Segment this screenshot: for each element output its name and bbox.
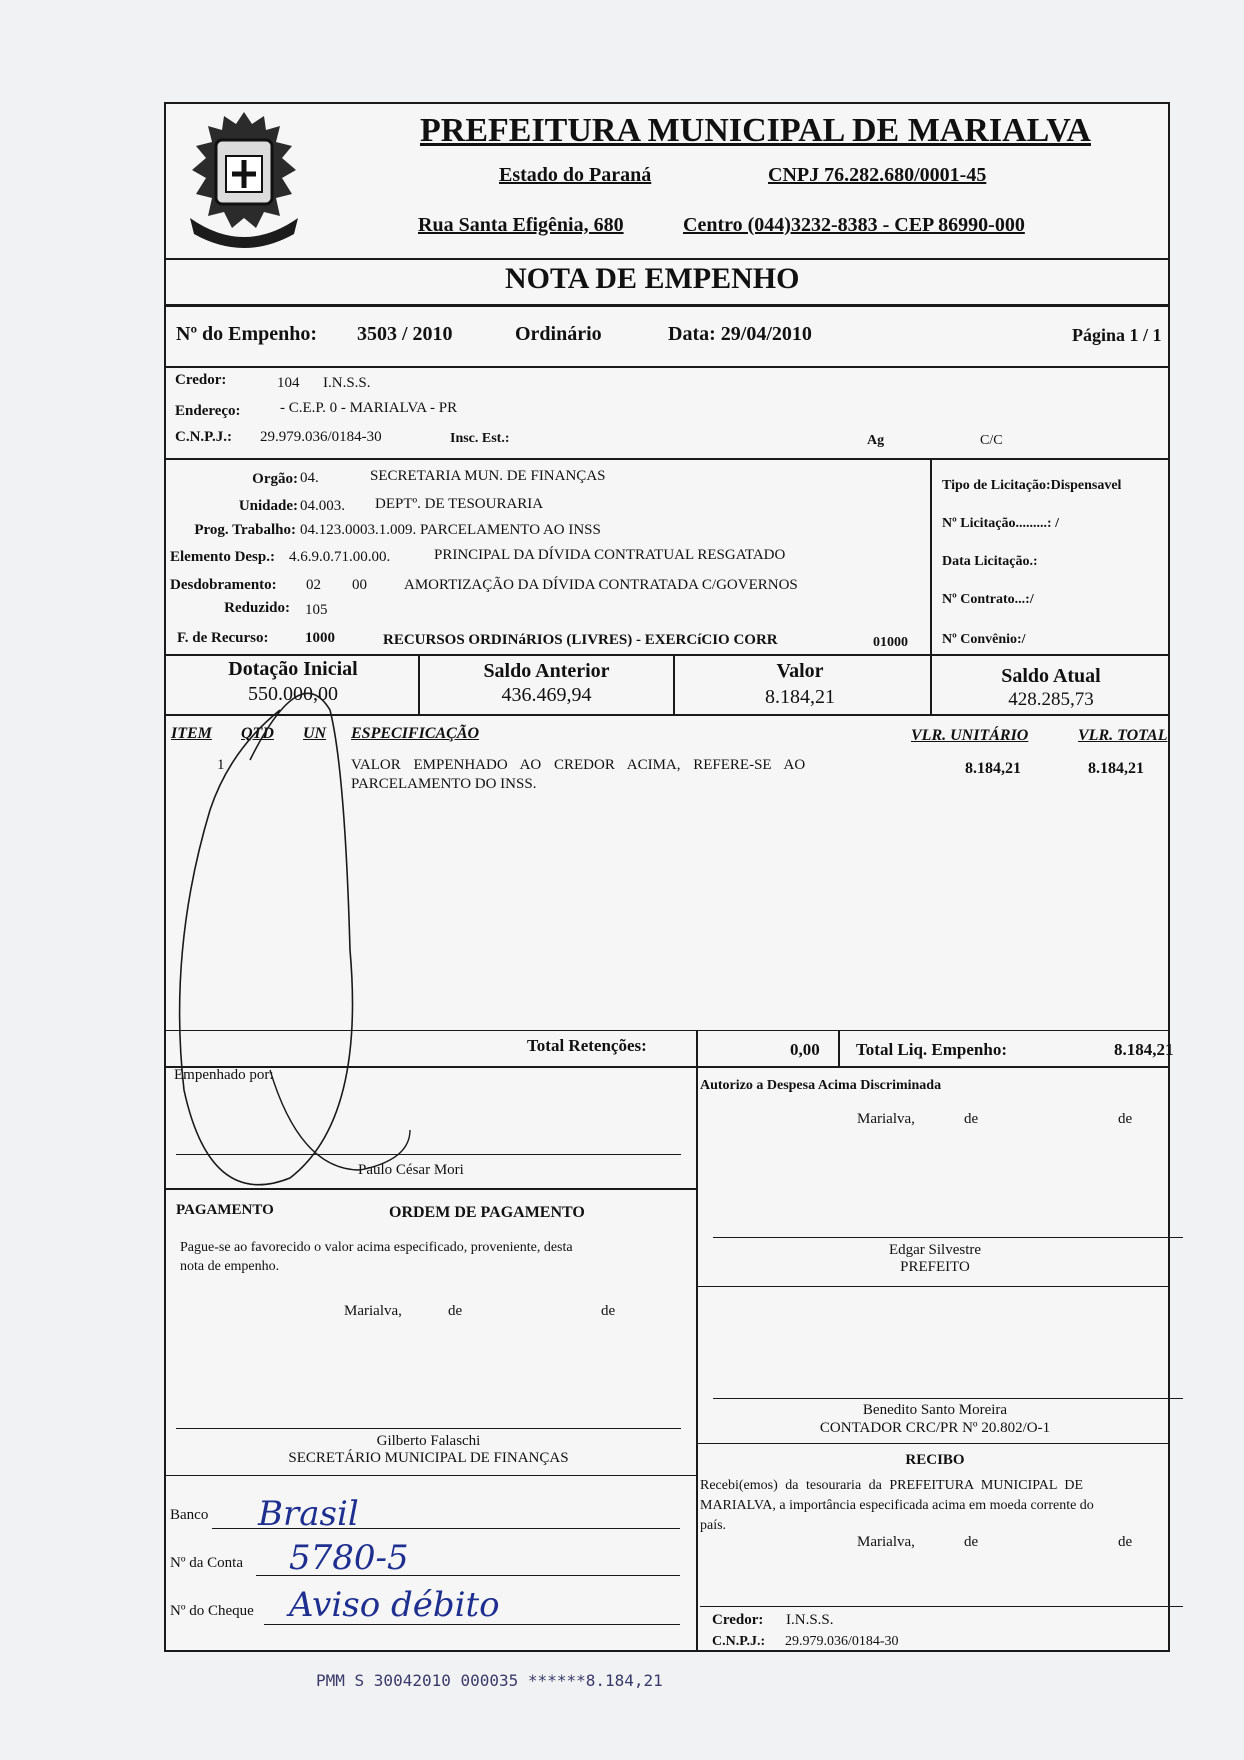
banco-handwritten: Brasil <box>258 1494 359 1534</box>
reduzido-label: Reduzido: <box>224 600 290 616</box>
orgao-code: 04. <box>300 470 319 486</box>
row-spec-line1: VALOR EMPENHADO AO CREDOR ACIMA, REFERE-SE AO <box>351 757 806 773</box>
pagamento-city: Marialva, <box>344 1303 402 1319</box>
numero-contrato: Nº Contrato...:/ <box>942 592 1034 607</box>
document-title: NOTA DE EMPENHO <box>505 262 800 295</box>
orgao-name: SECRETARIA MUN. DE FINANÇAS <box>370 468 606 484</box>
saldo-anterior-value: 436.469,94 <box>501 684 592 706</box>
row-total-value: 8.184,21 <box>1088 760 1144 777</box>
cheque-handwritten: Aviso débito <box>289 1585 500 1625</box>
valor-label: Valor <box>776 660 824 682</box>
dotacao-value: 550.000,00 <box>248 683 338 705</box>
prog-trabalho-value: 04.123.0003.1.009. PARCELAMENTO AO INSS <box>300 522 601 538</box>
saldo-anterior-label: Saldo Anterior <box>483 660 610 682</box>
ordem-pagamento-label: ORDEM DE PAGAMENTO <box>389 1204 585 1221</box>
recibo-cnpj-value: 29.979.036/0184-30 <box>785 1634 899 1649</box>
prefeito-title: PREFEITO <box>900 1259 970 1275</box>
reduzido-value: 105 <box>305 602 328 618</box>
numero-convenio: Nº Convênio:/ <box>942 632 1026 647</box>
recurso-name: RECURSOS ORDINáRIOS (LIVRES) - EXERCíCIO CORR <box>383 632 778 648</box>
col-header-vlr-unitario: VLR. UNITÁRIO <box>911 727 1029 744</box>
footer-stamp: PMM S 30042010 000035 ******8.184,21 <box>316 1671 663 1690</box>
header-street: Rua Santa Efigênia, 680 <box>418 214 624 236</box>
autorizo-label: Autorizo a Despesa Acima Discriminada <box>700 1078 942 1093</box>
col-header-un: UN <box>303 725 327 742</box>
cc-label: C/C <box>980 433 1003 448</box>
ag-label: Ag <box>867 433 885 448</box>
saldo-atual-value: 428.285,73 <box>1008 689 1094 710</box>
credor-code: 104 <box>277 375 300 391</box>
row-spec-line2: PARCELAMENTO DO INSS. <box>351 776 537 792</box>
contador-title: CONTADOR CRC/PR Nº 20.802/O-1 <box>819 1420 1051 1436</box>
secretario-name: Gilberto Falaschi <box>376 1433 481 1449</box>
page-title: PREFEITURA MUNICIPAL DE MARIALVA <box>420 112 1091 149</box>
recibo-credor-label: Credor: <box>712 1612 764 1628</box>
unidade-name: DEPTº. DE TESOURARIA <box>375 496 544 512</box>
saldo-atual-label: Saldo Atual <box>1001 665 1101 687</box>
recurso-label: F. de Recurso: <box>177 630 269 646</box>
numero-licitacao: Nº Licitação.........: / <box>942 516 1059 531</box>
recibo-de-2: de <box>1118 1534 1133 1550</box>
autorizo-city: Marialva, <box>857 1111 915 1127</box>
desdobramento-name: AMORTIZAÇÃO DA DÍVIDA CONTRATADA C/GOVERNOS <box>404 577 798 593</box>
empenho-type: Ordinário <box>515 323 602 345</box>
recurso-code: 1000 <box>305 630 335 646</box>
conta-handwritten: 5780-5 <box>289 1538 409 1578</box>
data-licitacao: Data Licitação.: <box>942 554 1038 569</box>
recibo-cnpj-label: C.N.P.J.: <box>712 1634 766 1649</box>
unidade-code: 04.003. <box>300 498 345 514</box>
col-header-qtd: QTD <box>241 725 274 742</box>
recibo-title: RECIBO <box>905 1452 965 1468</box>
row-unit-value: 8.184,21 <box>965 760 1021 777</box>
cheque-label: Nº do Cheque <box>170 1603 254 1619</box>
contador-name: Benedito Santo Moreira <box>862 1402 1008 1418</box>
pagamento-label: PAGAMENTO <box>176 1202 274 1218</box>
pagamento-de-1: de <box>448 1303 463 1319</box>
col-header-especificacao: ESPECIFICAÇÃO <box>351 725 480 742</box>
empenhado-por-name: Paulo César Mori <box>358 1162 464 1178</box>
desdobramento-b: 00 <box>352 577 367 593</box>
recurso-end-code: 01000 <box>873 635 908 650</box>
page-indicator: Página 1 / 1 <box>1072 325 1162 345</box>
recibo-text-3: país. <box>700 1518 727 1533</box>
endereco-label: Endereço: <box>175 403 241 419</box>
row-qtd: 1 <box>217 757 225 773</box>
secretario-title: SECRETÁRIO MUNICIPAL DE FINANÇAS <box>288 1450 569 1466</box>
retencoes-value: 0,00 <box>790 1040 820 1059</box>
coat-of-arms-icon <box>176 106 312 254</box>
unidade-label: Unidade: <box>238 498 298 514</box>
orgao-label: Orgão: <box>252 471 298 487</box>
empenho-date: Data: 29/04/2010 <box>668 323 812 345</box>
desdobramento-label: Desdobramento: <box>170 577 277 593</box>
cnpj-label: C.N.P.J.: <box>175 429 232 445</box>
recibo-text-1: Recebi(emos) da tesouraria da PREFEITURA MUNICIPAL DE <box>700 1478 1084 1493</box>
signature-stroke <box>170 650 430 1190</box>
credor-cnpj: 29.979.036/0184-30 <box>260 429 382 445</box>
autorizo-de-1: de <box>964 1111 979 1127</box>
retencoes-label: Total Retenções: <box>527 1036 647 1055</box>
credor-name: I.N.S.S. <box>323 375 371 391</box>
recibo-city: Marialva, <box>857 1534 915 1550</box>
col-header-vlr-total: VLR. TOTAL <box>1078 727 1168 744</box>
header-contact: Centro (044)3232-8383 - CEP 86990-000 <box>683 214 1025 236</box>
insc-est-label: Insc. Est.: <box>450 431 510 446</box>
prog-trabalho-label: Prog. Trabalho: <box>194 522 296 538</box>
elemento-label: Elemento Desp.: <box>170 549 275 565</box>
banco-label: Banco <box>170 1507 209 1523</box>
endereco-value: - C.E.P. 0 - MARIALVA - PR <box>280 400 458 416</box>
recibo-text-2: MARIALVA, a importância especificada acima em moeda corrente do <box>700 1498 1094 1513</box>
recibo-credor-value: I.N.S.S. <box>786 1612 834 1628</box>
pagamento-text-2: nota de empenho. <box>180 1259 280 1274</box>
elemento-name: PRINCIPAL DA DÍVIDA CONTRATUAL RESGATADO <box>434 547 786 563</box>
pagamento-de-2: de <box>601 1303 616 1319</box>
prefeito-name: Edgar Silvestre <box>888 1242 982 1258</box>
valor-value: 8.184,21 <box>765 686 835 708</box>
empenhado-por-label: Empenhado por: <box>174 1067 274 1083</box>
header-cnpj: CNPJ 76.282.680/0001-45 <box>768 164 987 186</box>
pagamento-text-1: Pague-se ao favorecido o valor acima especificado, proveniente, desta <box>180 1240 573 1255</box>
empenho-number-label: Nº do Empenho: <box>176 323 318 345</box>
liq-empenho-label: Total Liq. Empenho: <box>856 1040 1007 1059</box>
col-header-item: ITEM <box>171 725 212 742</box>
recibo-de-1: de <box>964 1534 979 1550</box>
liq-empenho-value: 8.184,21 <box>1114 1040 1174 1059</box>
empenho-number: 3503 / 2010 <box>357 323 453 345</box>
elemento-code: 4.6.9.0.71.00.00. <box>289 549 391 565</box>
dotacao-label: Dotação Inicial <box>228 658 358 680</box>
autorizo-de-2: de <box>1118 1111 1133 1127</box>
tipo-licitacao: Tipo de Licitação:Dispensavel <box>942 478 1122 493</box>
desdobramento-a: 02 <box>306 577 321 593</box>
conta-label: Nº da Conta <box>170 1555 243 1571</box>
state-label: Estado do Paraná <box>499 164 652 186</box>
credor-label: Credor: <box>175 372 227 388</box>
